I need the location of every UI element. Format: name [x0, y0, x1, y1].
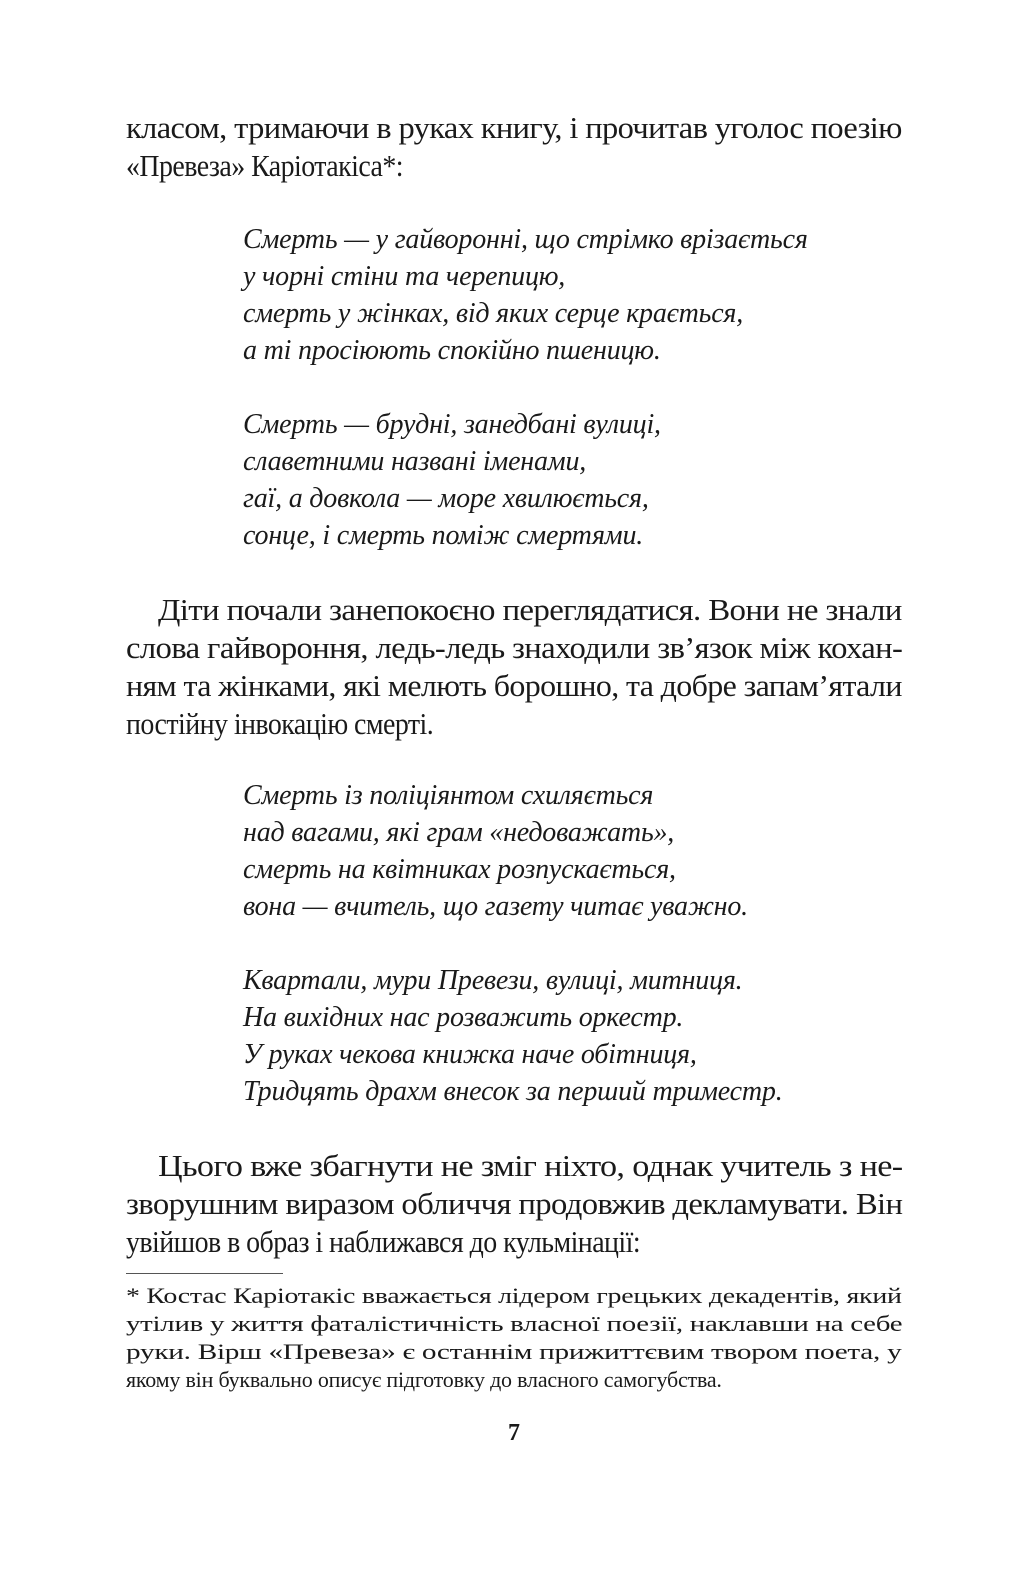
footnote-separator	[126, 1273, 283, 1274]
paragraph-3-line-2: зворушним виразом обличчя продовжив декламувати. Він	[126, 1186, 903, 1221]
paragraph-1-line-1: класом, тримаючи в руках книгу, і прочитав уголос поезію	[126, 110, 902, 145]
stanza-3-line-2: над вагами, які грам «недоважать»,	[243, 817, 675, 848]
paragraph-2-line-3: ням та жінками, які мелють борошно, та добре запам’ятали	[126, 668, 902, 703]
stanza-2-line-2: славетними названі іменами,	[243, 446, 587, 477]
stanza-4-line-1: Квартали, мури Превези, вулиці, митниця.	[243, 965, 743, 996]
footnote-line-1: * Костас Каріотакіс вважається лідером грецьких декадентів, який	[126, 1283, 902, 1308]
stanza-2-line-1: Смерть — брудні, занедбані вулиці,	[243, 409, 661, 440]
stanza-2-line-4: сонце, і смерть поміж смертями.	[243, 520, 644, 551]
stanza-1-line-3: смерть у жінках, від яких серце крається,	[243, 298, 744, 329]
stanza-4-line-3: У руках чекова книжка наче обітниця,	[243, 1039, 697, 1070]
stanza-1-line-2: у чорні стіни та черепицю,	[243, 261, 566, 292]
paragraph-3-line-1: Цього вже збагнути не зміг ніхто, однак учитель з не-	[158, 1148, 903, 1183]
paragraph-2-line-4: постійну інвокацію смерті.	[126, 706, 434, 741]
footnote-line-4: якому він буквально описує підготовку до власного самогубства.	[126, 1367, 722, 1392]
stanza-1-line-1: Смерть — у гайворонні, що стрімко врізається	[243, 224, 808, 255]
paragraph-3-line-3: увійшов в образ і наближався до кульмінації:	[126, 1224, 641, 1259]
stanza-3-line-4: вона — вчитель, що газету читає уважно.	[243, 891, 748, 922]
stanza-3-line-1: Смерть із поліціянтом схиляється	[243, 780, 654, 811]
page-number: 7	[508, 1420, 520, 1446]
footnote-line-3: руки. Вірш «Превеза» є останнім прижиттєвим твором поета, у	[126, 1339, 902, 1364]
footnote-line-2: утілив у життя фаталістичність власної поезії, наклавши на себе	[126, 1311, 903, 1336]
stanza-1-line-4: а ті просіюють спокійно пшеницю.	[243, 335, 661, 366]
stanza-4-line-2: На вихідних нас розважить оркестр.	[243, 1002, 684, 1033]
paragraph-1-line-2: «Превеза» Каріотакіса*:	[126, 148, 404, 183]
paragraph-2-line-1: Діти почали занепокоєно переглядатися. Вони не знали	[158, 592, 902, 627]
stanza-3-line-3: смерть на квітниках розпускається,	[243, 854, 676, 885]
stanza-2-line-3: гаї, а довкола — море хвилюється,	[243, 483, 649, 514]
paragraph-2-line-2: слова гайвороння, ледь-ледь знаходили зв’язок між кохан-	[126, 630, 903, 665]
stanza-4-line-4: Тридцять драхм внесок за перший триместр.	[243, 1076, 783, 1107]
